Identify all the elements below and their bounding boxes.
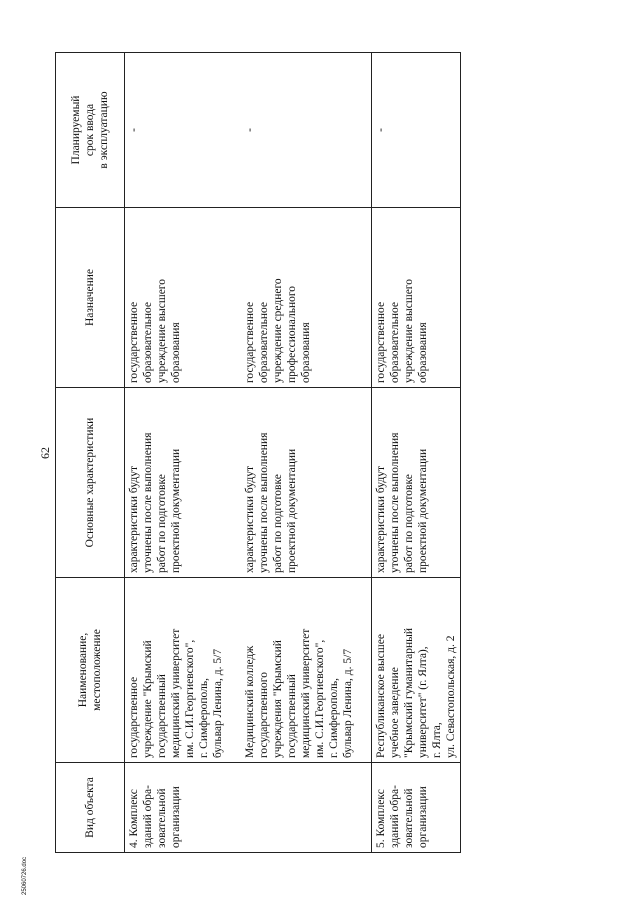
name-location-cell: Республиканское высшее учебное заведение "Крымский гуманитарный университет" (г. Ялта), г. Ялта, ул. Севастопольская, д. 2 — [372, 578, 461, 763]
table-row — [125, 53, 228, 853]
page-number: 62 — [38, 447, 52, 459]
object-type-cell-empty — [227, 763, 372, 853]
header-term: Планируемый срок ввода в эксплуатацию — [56, 53, 125, 208]
characteristics-cell: характеристики будут уточнены после выполнения работ по подготовке проектной документации — [227, 388, 372, 578]
table-row — [227, 53, 372, 853]
footer-doc-code: 25060726.doc — [22, 856, 28, 895]
object-type-cell: 4. Комплекс зданий обра- зовательной организации — [125, 763, 228, 853]
table-row — [372, 53, 461, 853]
purpose-cell: государственное образовательное учреждение высшего образования — [125, 208, 228, 388]
purpose-cell: государственное образовательное учреждение среднего профессионального образования — [227, 208, 372, 388]
rotated-table-wrapper — [55, 53, 585, 853]
object-type-cell: 5. Комплекс зданий обра- зовательной организации — [372, 763, 461, 853]
objects-table — [55, 52, 461, 853]
characteristics-cell: характеристики будут уточнены после выполнения работ по подготовке проектной документации — [372, 388, 461, 578]
name-location-cell: Медицинский колледж государственного учреждения "Крымский государственный медицинский университет им. С.И.Георгиевского", г. Симферополь, бульвар Ленина, д. 5/7 — [227, 578, 372, 763]
header-purpose: Назначение — [56, 208, 125, 388]
name-location-cell: государственное учреждение "Крымский государственный медицинский университет им. С.И.Георгиевского", г. Симферополь, бульвар Ленина, д. 5/7 — [125, 578, 228, 763]
purpose-cell: государственное образовательное учреждение высшего образования — [372, 208, 461, 388]
table-header-row — [56, 53, 125, 853]
header-name: Наименование, местоположение — [56, 578, 125, 763]
characteristics-cell: характеристики будут уточнены после выполнения работ по подготовке проектной документации — [125, 388, 228, 578]
header-type: Вид объекта — [56, 763, 125, 853]
term-cell: - — [227, 53, 372, 208]
term-cell: - — [372, 53, 461, 208]
header-characteristics: Основные характеристики — [56, 388, 125, 578]
term-cell: - — [125, 53, 228, 208]
